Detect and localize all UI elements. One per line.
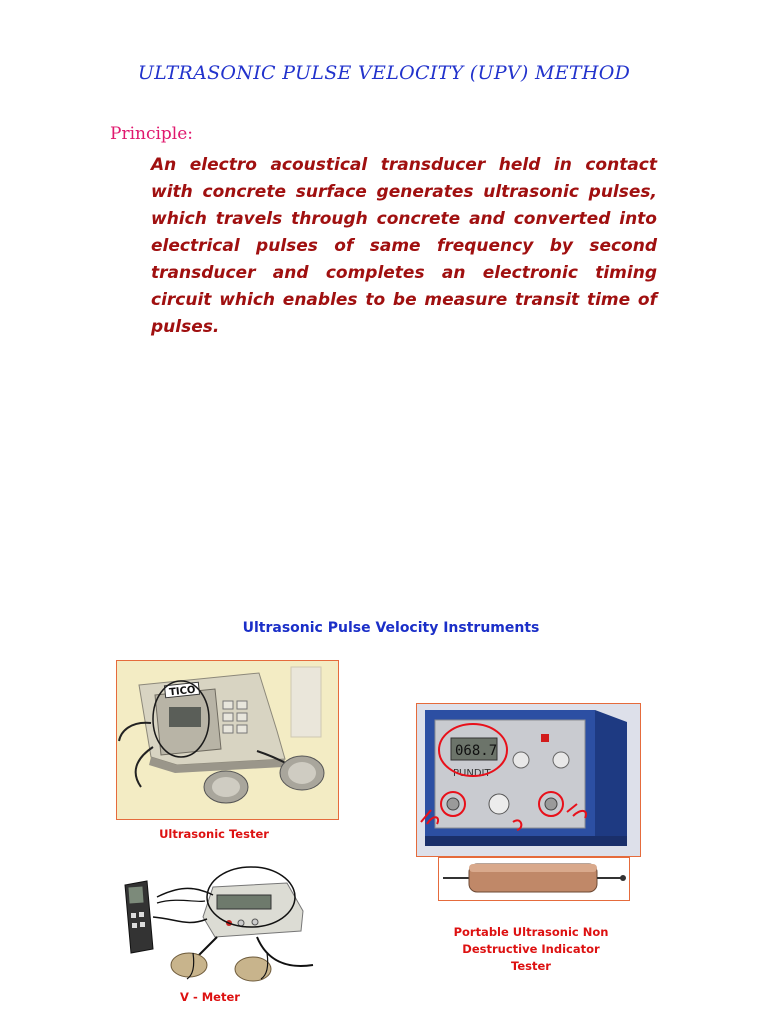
pundit-label-text: PUNDIT	[453, 768, 491, 779]
ultrasonic-tester-illustration	[117, 661, 338, 819]
v-meter-caption: V - Meter	[180, 990, 240, 1004]
page-title: ULTRASONIC PULSE VELOCITY (UPV) METHOD	[137, 62, 631, 84]
tico-logo-text: TICO	[168, 684, 197, 699]
v-meter-photo	[116, 856, 338, 986]
pundit-illustration	[417, 704, 640, 856]
transducer-illustration	[439, 858, 629, 900]
v-meter-illustration	[117, 857, 337, 985]
pundit-caption: Portable Ultrasonic Non Destructive Indicator Tester	[453, 925, 609, 973]
instruments-heading: Ultrasonic Pulse Velocity Instruments	[242, 620, 540, 636]
ultrasonic-tester-photo	[116, 660, 339, 820]
pundit-display-text: 068.7	[455, 743, 498, 759]
pundit-photo	[416, 703, 641, 857]
ultrasonic-tester-caption: Ultrasonic Tester	[159, 827, 269, 841]
pundit-transducer-photo	[438, 857, 630, 901]
principle-label: Principle:	[110, 124, 194, 144]
principle-text: An electro acoustical transducer held in contact with concrete surface generates ultrasonic pulses, which travels through concrete and converted into electrical pulses of same frequency by second transducer and completes an electronic timing circuit which enables to be measure transit time of pulses.	[151, 155, 657, 337]
